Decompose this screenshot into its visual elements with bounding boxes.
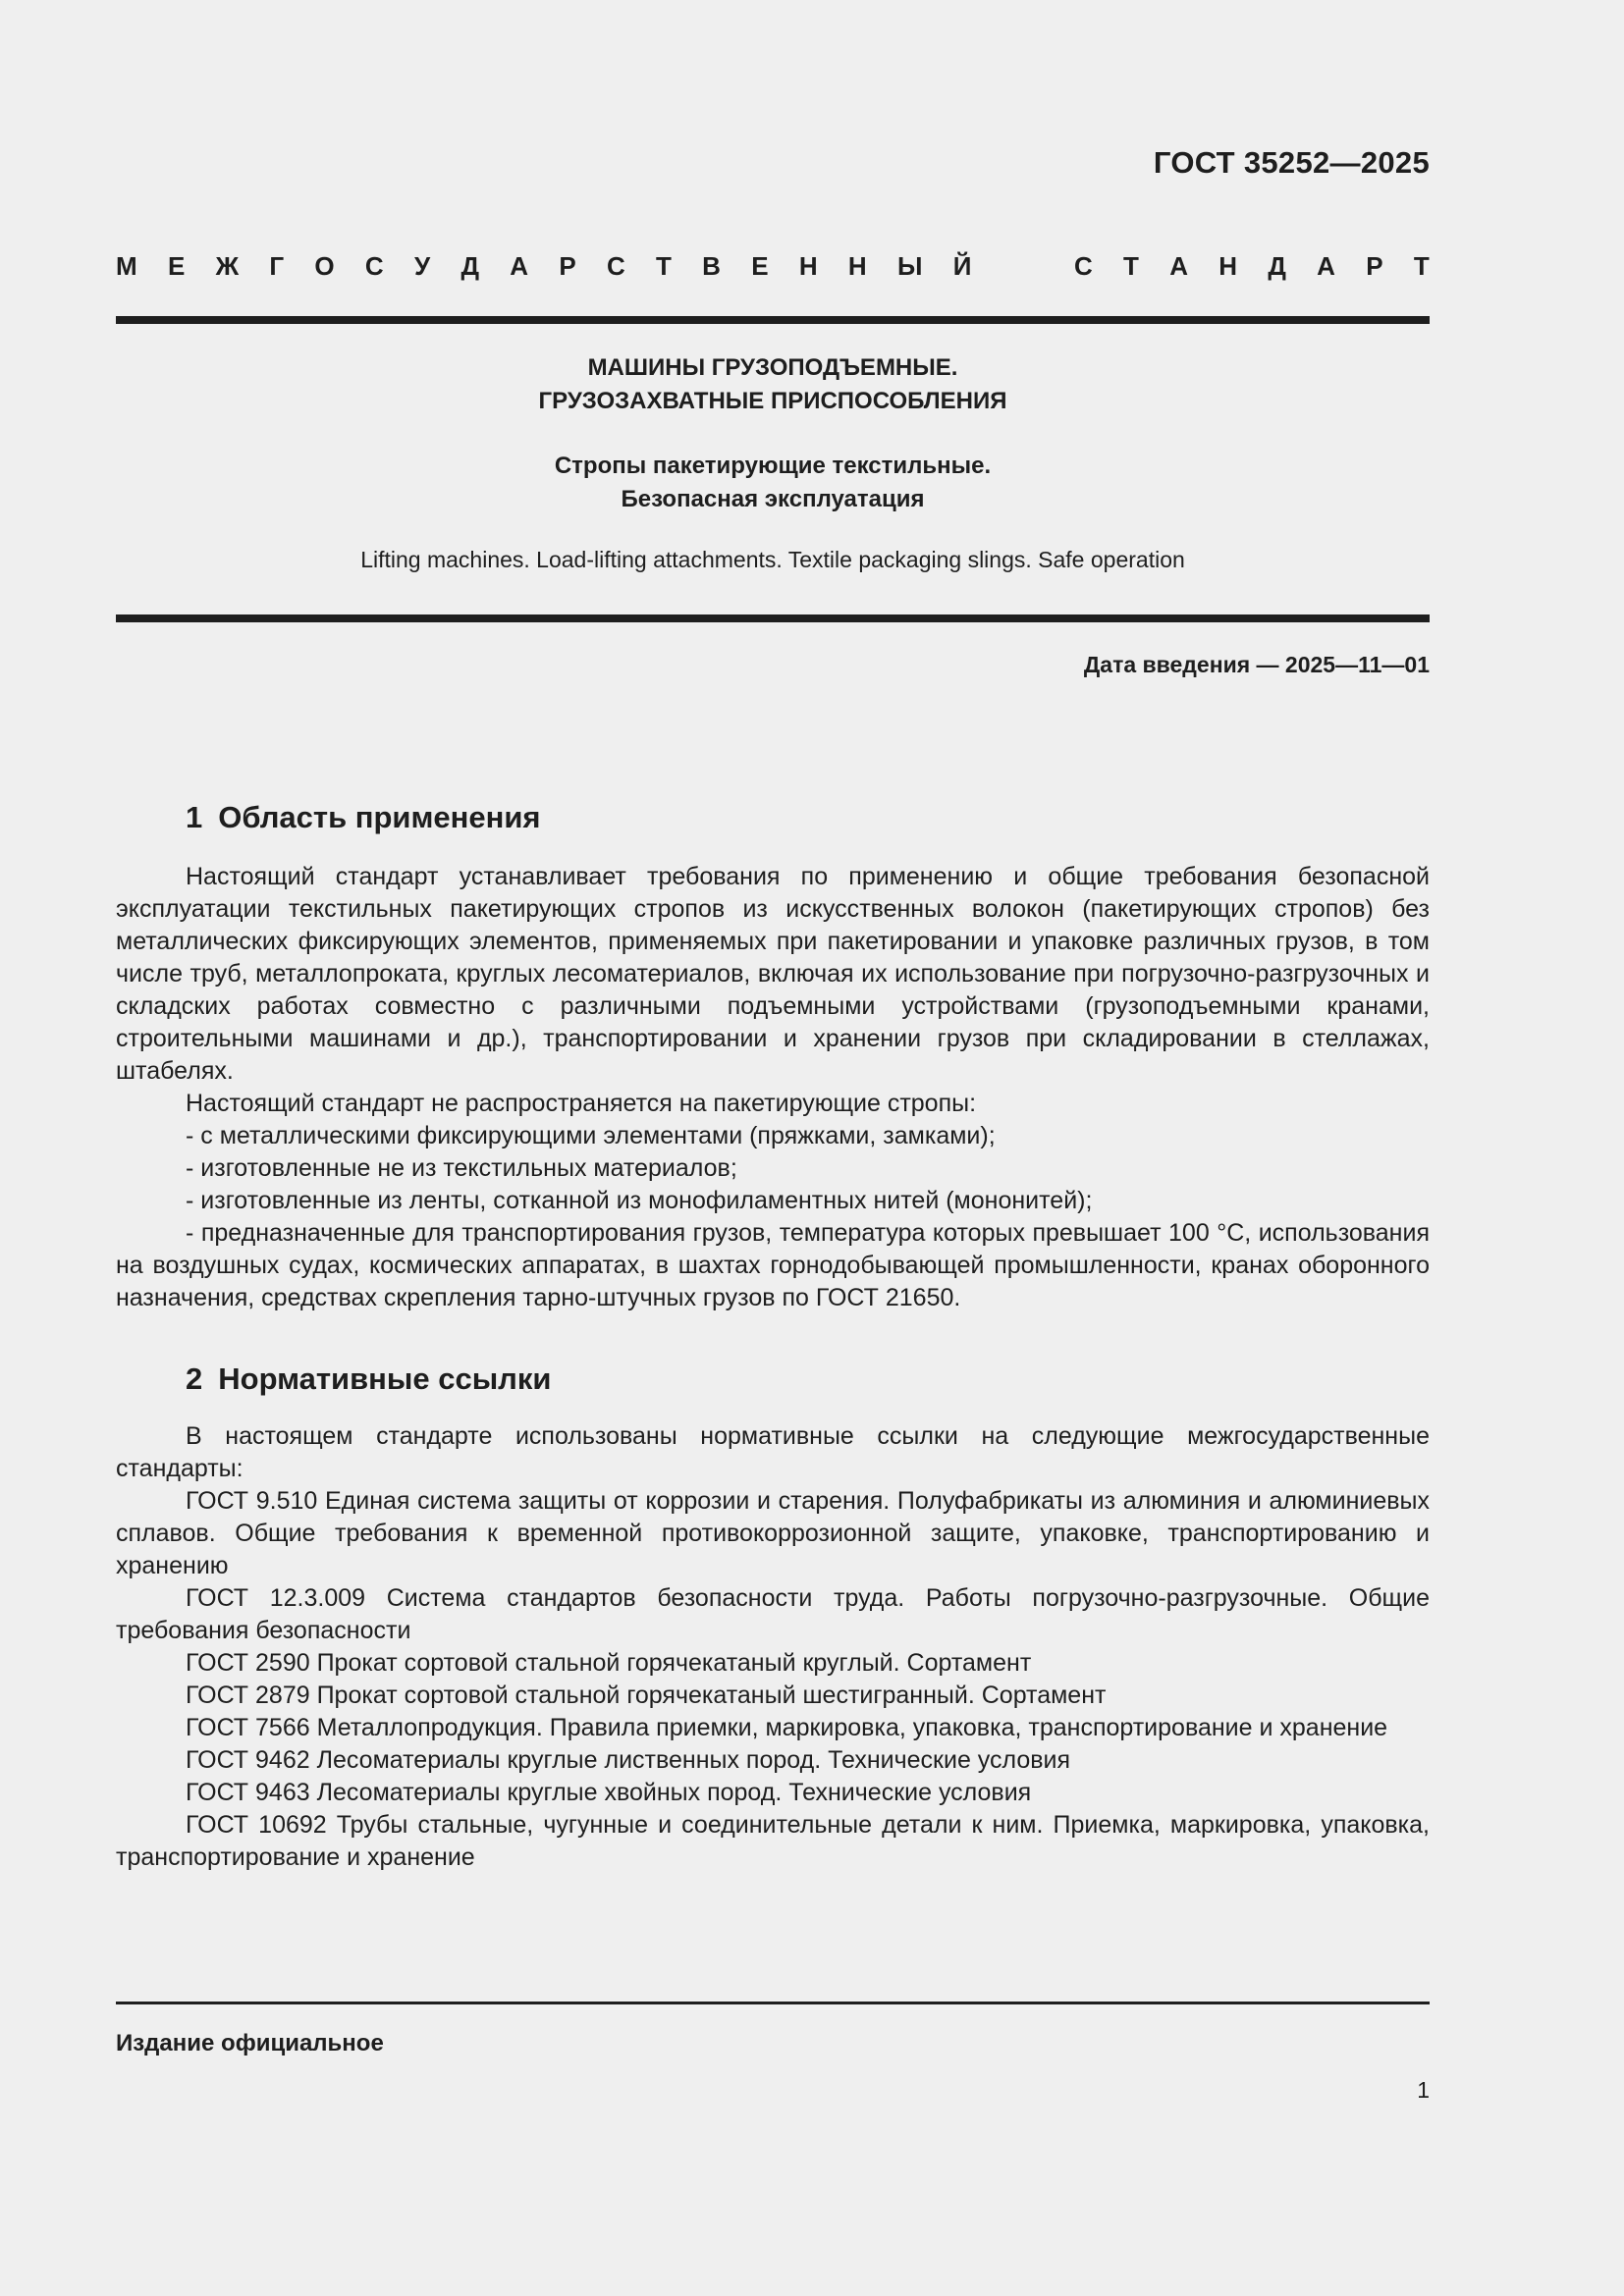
- interstate-letter: Р: [1366, 251, 1383, 281]
- interstate-letter: Е: [751, 251, 769, 281]
- interstate-letter: Н: [1218, 251, 1238, 281]
- interstate-letter: Г: [269, 251, 285, 281]
- interstate-letter: Д: [1268, 251, 1286, 281]
- section1-paragraph: Настоящий стандарт устанавливает требования по применению и общие требования безопасной эксплуатации текстильных пакетирующих стропов из искусственных волокон (пакетирующих стропов) без металлических фиксирующих элементов, применяемых при пакетировании и упаковке различных грузов, в том числе труб, металлопроката, круглых лесоматериалов, включая их использование при погрузочно-разгрузочных и складских работах совместно с различными подъемными устройствами (грузоподъемными кранами, строительными машинами и др.), транспортировании и хранении грузов при складировании в стеллажах, штабелях.: [116, 863, 1430, 1085]
- document-page: [116, 0, 1430, 2296]
- interstate-letter: С: [606, 251, 625, 281]
- interstate-letter: О: [314, 251, 335, 281]
- interstate-letter: С: [1073, 251, 1093, 281]
- section1-heading: [186, 800, 541, 835]
- sub-title-line1: Стропы пакетирующие текстильные.: [554, 453, 992, 479]
- reference-item: ГОСТ 2590 Прокат сортовой стальной горячекатаный круглый. Сортамент: [186, 1649, 1032, 1677]
- reference-item: ГОСТ 9463 Лесоматериалы круглые хвойных пород. Технические условия: [186, 1779, 1032, 1806]
- section1-list-item: - предназначенные для транспортирования грузов, температура которых превышает 100 °С, использования на воздушных судах, космических аппаратах, в шахтах горнодобывающей промышленности, кранах оборонного назначения, средствах скрепления тарно-штучных грузов по ГОСТ 21650.: [116, 1219, 1430, 1311]
- section2-heading: [186, 1362, 551, 1397]
- interstate-letter: Н: [798, 251, 818, 281]
- reference-item: ГОСТ 9.510 Единая система защиты от коррозии и старения. Полуфабрикаты из алюминия и алюминиевых сплавов. Общие требования к временной противокоррозионной защите, упаковке, транспортированию и хранению: [116, 1487, 1430, 1579]
- main-title: [116, 351, 1430, 418]
- interstate-letter: Й: [952, 251, 972, 281]
- interstate-letter: Ж: [215, 251, 240, 281]
- interstate-letter: Е: [167, 251, 186, 281]
- reference-item: ГОСТ 2879 Прокат сортовой стальной горячекатаный шестигранный. Сортамент: [186, 1682, 1107, 1709]
- page-number: 1: [1417, 2077, 1430, 2103]
- interstate-word-gap: [1002, 251, 1044, 282]
- interstate-letter: Р: [559, 251, 576, 281]
- footer-divider: [116, 2002, 1430, 2004]
- interstate-letter: Д: [460, 251, 479, 281]
- interstate-letter: А: [1169, 251, 1188, 281]
- interstate-letter: В: [702, 251, 721, 281]
- interstate-letter: У: [413, 251, 431, 281]
- main-title-line2: ГРУЗОЗАХВАТНЫЕ ПРИСПОСОБЛЕНИЯ: [538, 388, 1007, 414]
- section1-list-item: - с металлическими фиксирующими элементами (пряжками, замками);: [186, 1122, 996, 1149]
- section2-body: [116, 1420, 1430, 1874]
- reference-item: ГОСТ 10692 Трубы стальные, чугунные и соединительные детали к ним. Приемка, маркировка, упаковка, транспортирование и хранение: [116, 1811, 1430, 1871]
- english-title: Lifting machines. Load-lifting attachments. Textile packaging slings. Safe operation: [360, 547, 1185, 572]
- section1-list-item: - изготовленные из ленты, сотканной из монофиламентных нитей (мононитей);: [186, 1187, 1093, 1214]
- interstate-letter: Н: [847, 251, 867, 281]
- sub-title-line2: Безопасная эксплуатация: [621, 486, 925, 512]
- official-edition-label: Издание официальное: [116, 2030, 384, 2056]
- section1-number: 1: [186, 800, 203, 834]
- introduction-date: Дата введения — 2025—11—01: [1083, 652, 1430, 677]
- interstate-letter: Т: [656, 251, 672, 281]
- document-number: ГОСТ 35252—2025: [1153, 145, 1430, 180]
- interstate-letter: А: [1317, 251, 1335, 281]
- interstate-letter: Ы: [896, 251, 923, 281]
- reference-item: ГОСТ 12.3.009 Система стандартов безопасности труда. Работы погрузочно-разгрузочные. Общие требования безопасности: [116, 1584, 1430, 1644]
- interstate-letter: А: [510, 251, 529, 281]
- interstate-letter: М: [116, 251, 137, 281]
- interstate-standard-heading: [116, 251, 1430, 282]
- section2-intro: В настоящем стандарте использованы нормативные ссылки на следующие межгосударственные стандарты:: [116, 1422, 1430, 1482]
- title-divider: [116, 614, 1430, 622]
- section1-paragraph: Настоящий стандарт не распространяется на пакетирующие стропы:: [186, 1090, 977, 1117]
- section2-title: Нормативные ссылки: [218, 1362, 552, 1396]
- header-divider: [116, 316, 1430, 324]
- interstate-letter: С: [364, 251, 384, 281]
- reference-item: ГОСТ 7566 Металлопродукция. Правила приемки, маркировка, упаковка, транспортирование и хранение: [186, 1714, 1388, 1741]
- section1-body: [116, 861, 1430, 1314]
- section1-list-item: - изготовленные не из текстильных материалов;: [186, 1154, 737, 1182]
- section1-title: Область применения: [218, 800, 541, 834]
- sub-title: [116, 450, 1430, 516]
- main-title-line1: МАШИНЫ ГРУЗОПОДЪЕМНЫЕ.: [587, 354, 958, 381]
- interstate-letter: Т: [1413, 251, 1430, 281]
- reference-item: ГОСТ 9462 Лесоматериалы круглые лиственных пород. Технические условия: [186, 1746, 1071, 1774]
- interstate-letter: Т: [1123, 251, 1139, 281]
- section2-number: 2: [186, 1362, 203, 1396]
